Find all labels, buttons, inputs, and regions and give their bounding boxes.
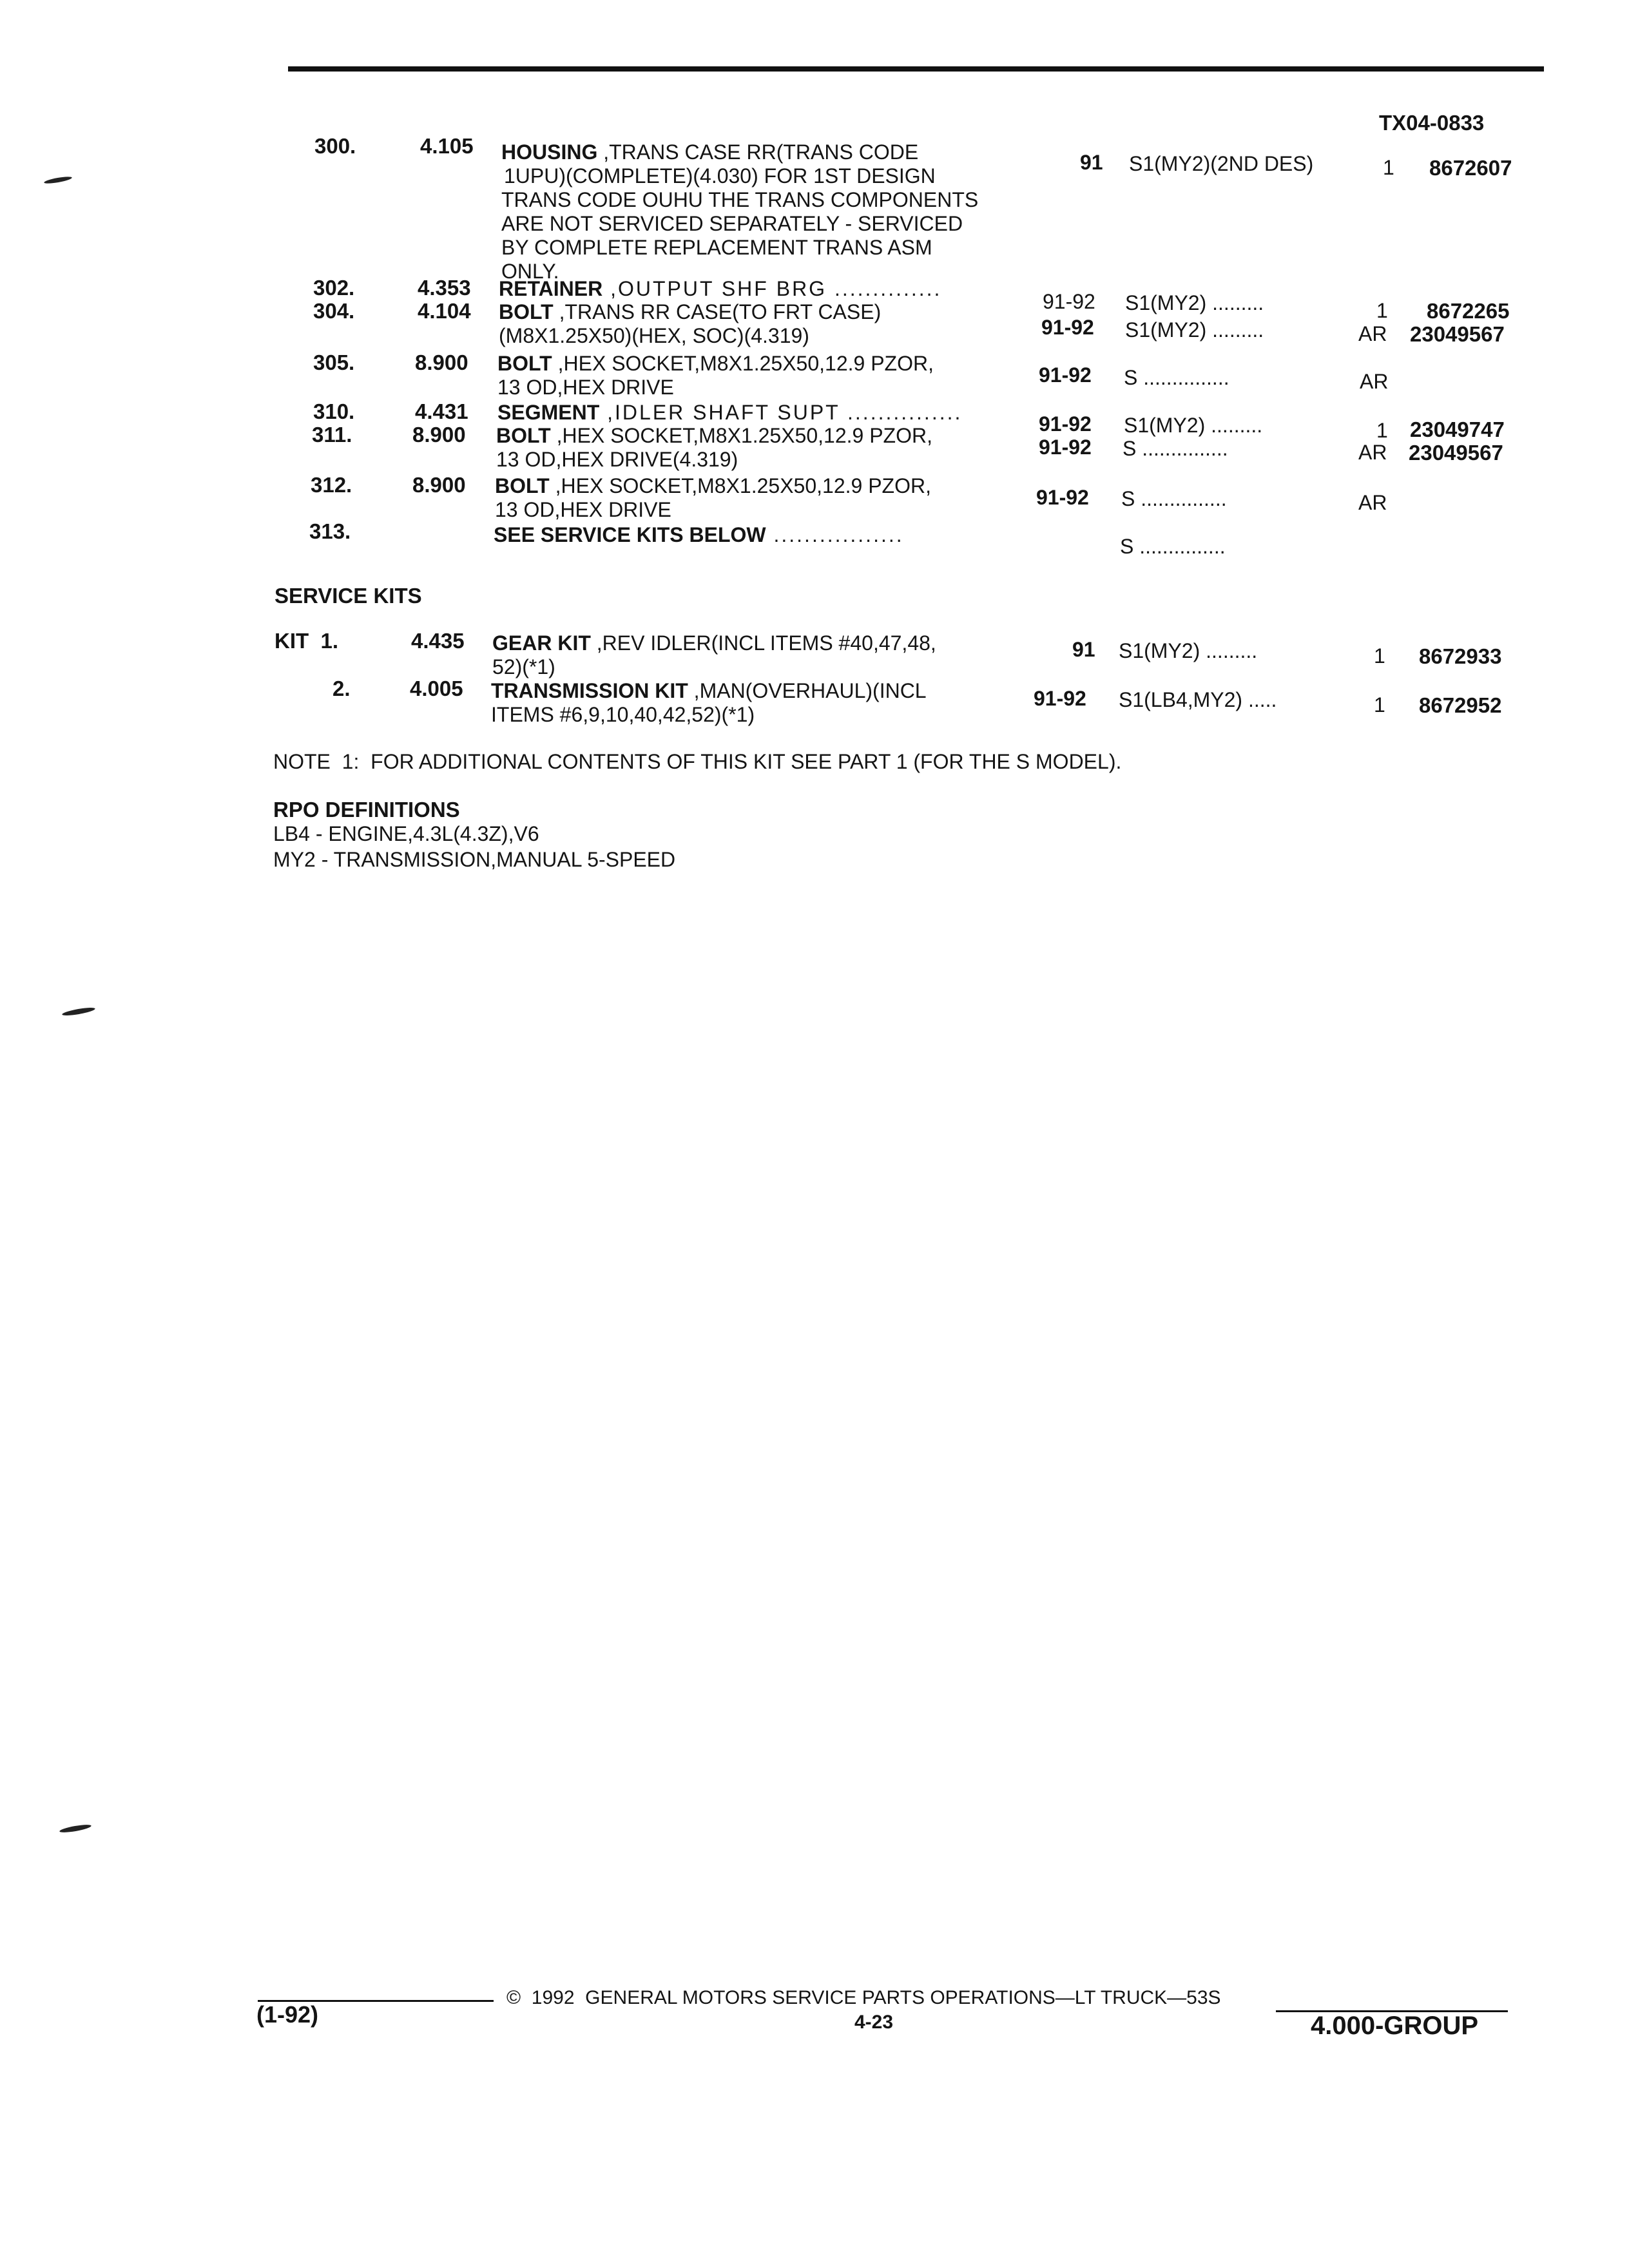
group-number: 8.900 bbox=[412, 473, 466, 497]
rpo-definition: LB4 - ENGINE,4.3L(4.3Z),V6 bbox=[273, 822, 539, 845]
group-number: 8.900 bbox=[412, 423, 466, 447]
group-number: 4.005 bbox=[410, 677, 463, 700]
service-kits-heading: SERVICE KITS bbox=[275, 584, 422, 608]
years: 91-92 bbox=[1034, 687, 1086, 710]
part-description: BOLT ,HEX SOCKET,M8X1.25X50,12.9 PZOR, 13 OD,HEX DRIVE bbox=[497, 352, 934, 399]
part-description: BOLT ,TRANS RR CASE(TO FRT CASE) (M8X1.25X50)(HEX, SOC)(4.319) bbox=[499, 300, 882, 347]
part-number: 8672952 bbox=[1419, 693, 1502, 717]
model: S1(MY2) ......... bbox=[1125, 318, 1264, 341]
quantity: 1 bbox=[1376, 419, 1388, 442]
item-number: 313. bbox=[309, 519, 351, 543]
item-number: 302. bbox=[313, 276, 355, 300]
part-description: SEE SERVICE KITS BELOW ................. bbox=[494, 523, 904, 546]
group-number: 4.435 bbox=[411, 629, 465, 653]
quantity: 1 bbox=[1374, 693, 1385, 716]
group-number: 4.104 bbox=[418, 299, 471, 323]
top-rule bbox=[288, 66, 1544, 72]
model: S ............... bbox=[1123, 437, 1228, 460]
item-number: 310. bbox=[313, 399, 355, 423]
model: S ............... bbox=[1120, 535, 1226, 558]
model: S ............... bbox=[1121, 487, 1227, 510]
years: 91-92 bbox=[1041, 316, 1094, 339]
kit-description: GEAR KIT ,REV IDLER(INCL ITEMS #40,47,48, 52)(*1) bbox=[492, 631, 936, 678]
part-description: BOLT ,HEX SOCKET,M8X1.25X50,12.9 PZOR, 13 OD,HEX DRIVE(4.319) bbox=[496, 424, 932, 471]
part-description: BOLT ,HEX SOCKET,M8X1.25X50,12.9 PZOR, 13 OD,HEX DRIVE bbox=[495, 474, 931, 521]
item-number: 305. bbox=[313, 351, 355, 374]
part-description: SEGMENT ,IDLER SHAFT SUPT ............... bbox=[497, 401, 963, 424]
kit-note: NOTE 1: FOR ADDITIONAL CONTENTS OF THIS KIT SEE PART 1 (FOR THE S MODEL). bbox=[273, 750, 1122, 773]
model: S1(MY2) ......... bbox=[1125, 291, 1264, 314]
kit-number: 2. bbox=[333, 677, 351, 700]
revision-date: (1-92) bbox=[256, 2001, 319, 2028]
part-number: 23049747 bbox=[1410, 418, 1505, 441]
years: 91 bbox=[1080, 151, 1103, 174]
model: S ............... bbox=[1124, 366, 1229, 389]
years: 91-92 bbox=[1039, 436, 1092, 459]
item-number: 312. bbox=[311, 473, 352, 497]
item-number: 304. bbox=[313, 299, 355, 323]
quantity: AR bbox=[1358, 441, 1387, 464]
group-number: 4.431 bbox=[415, 399, 468, 423]
scan-mark bbox=[62, 1006, 96, 1017]
document-code: TX04-0833 bbox=[1379, 111, 1485, 135]
part-number: 23049567 bbox=[1409, 441, 1503, 465]
years: 91-92 bbox=[1043, 290, 1095, 313]
quantity: AR bbox=[1358, 491, 1387, 514]
item-number: 311. bbox=[312, 423, 352, 447]
model: S1(MY2)(2ND DES) bbox=[1129, 152, 1314, 175]
quantity: AR bbox=[1360, 370, 1389, 393]
item-number: 300. bbox=[314, 134, 356, 158]
part-number: 8672265 bbox=[1427, 299, 1510, 323]
group-number: 4.353 bbox=[418, 276, 471, 300]
model: S1(MY2) ......... bbox=[1119, 639, 1258, 662]
model: S1(LB4,MY2) ..... bbox=[1119, 688, 1277, 711]
copyright-line: © 1992 GENERAL MOTORS SERVICE PARTS OPERATIONS—LT TRUCK—53S bbox=[506, 1987, 1221, 2008]
group-number: 8.900 bbox=[415, 351, 468, 374]
years: 91-92 bbox=[1039, 363, 1092, 387]
scan-mark bbox=[44, 175, 73, 185]
quantity: 1 bbox=[1374, 644, 1385, 668]
part-number: 23049567 bbox=[1410, 322, 1505, 346]
part-description: RETAINER ,OUTPUT SHF BRG .............. bbox=[499, 277, 942, 300]
group-footer: 4.000-GROUP bbox=[1311, 2012, 1479, 2040]
years: 91 bbox=[1072, 638, 1095, 661]
model: S1(MY2) ......... bbox=[1124, 414, 1263, 437]
quantity: 1 bbox=[1376, 299, 1388, 322]
part-number: 8672933 bbox=[1419, 644, 1502, 668]
group-number: 4.105 bbox=[420, 134, 474, 158]
rpo-heading: RPO DEFINITIONS bbox=[273, 798, 460, 822]
quantity: AR bbox=[1358, 322, 1387, 345]
rpo-definition: MY2 - TRANSMISSION,MANUAL 5-SPEED bbox=[273, 848, 676, 871]
years: 91-92 bbox=[1036, 486, 1089, 509]
scan-mark bbox=[59, 1823, 92, 1834]
page-number: 4-23 bbox=[854, 2012, 894, 2033]
kit-description: TRANSMISSION KIT ,MAN(OVERHAUL)(INCL ITEMS #6,9,10,40,42,52)(*1) bbox=[491, 679, 927, 726]
part-description: HOUSING ,TRANS CASE RR(TRANS CODE 1UPU)(COMPLETE)(4.030) FOR 1ST DESIGN TRANS CODE OUHU THE TRANS COMPONENTS ARE NOT SERVICED SEPARATELY - SERVICED BY COMPLETE REPLACEMENT TRANS ASM ONLY. bbox=[501, 140, 979, 283]
years: 91-92 bbox=[1039, 412, 1092, 436]
kit-number: KIT 1. bbox=[275, 629, 339, 653]
quantity: 1 bbox=[1383, 156, 1394, 179]
part-number: 8672607 bbox=[1429, 156, 1512, 180]
